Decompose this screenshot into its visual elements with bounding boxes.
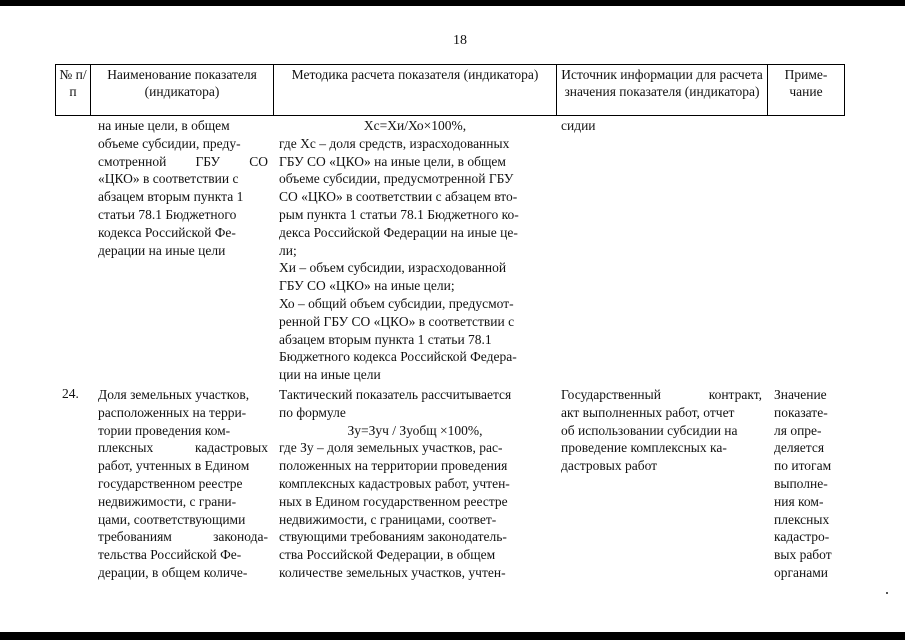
header-source-line: (индикатора) [684, 83, 760, 99]
text-line: Значение [774, 387, 827, 402]
header-method [273, 64, 556, 116]
header-name-line: Наименование показателя [107, 67, 257, 82]
text-line: работ, учтенных в Едином [98, 458, 250, 474]
header-method-line: показателя (индикатора) [398, 67, 539, 82]
text-line: где Хс – доля средств, израсходованных [279, 135, 510, 151]
header-source-line: Источник информации для [561, 67, 717, 82]
text-line: ства Российской Федерации, в общем [279, 547, 496, 563]
text-line: ных в Едином государственном реестре [279, 493, 508, 509]
text-line: Доля земельных участков, [98, 387, 250, 402]
prev-row-name [98, 117, 268, 259]
text-line: комплексных кадастровых работ, учтен- [279, 475, 510, 491]
text-line: акт выполненных работ, отчет [561, 404, 735, 420]
scan-speck [886, 592, 888, 594]
text-line: расположенных на терри- [98, 404, 247, 420]
text-line: об использовании субсидии на [561, 422, 738, 438]
header-num [55, 64, 90, 116]
formula: Хс=Хи/Хо×100%, [363, 118, 467, 133]
text-line: абзацем вторым пункта 1 статьи 78.1 [279, 331, 492, 347]
text-line: Тактический показатель рассчитывается [279, 387, 512, 402]
text-line: дерации, в общем количе- [98, 564, 248, 580]
header-source [556, 64, 767, 116]
text-line: положенных на территории проведения [279, 458, 508, 474]
text-line: цами, соответствующими [98, 511, 246, 527]
bottom-border [0, 632, 905, 640]
header-note-line: чание [789, 83, 823, 99]
text-line: объеме субсидии, предусмотренной ГБУ [279, 171, 514, 187]
text-line: Хи – объем субсидии, израсходованной [279, 260, 507, 276]
text-line: где Зу – доля земельных участков, рас- [279, 440, 503, 456]
row-24-source [561, 386, 762, 475]
text-line: тории проведения ком- [98, 422, 231, 438]
text-line: ции на иные цели [279, 367, 381, 383]
text-line: Хо – общий объем субсидии, предусмот- [279, 295, 514, 311]
text-line: недвижимости, с грани- [98, 493, 237, 509]
header-name-line: (индикатора) [144, 83, 220, 99]
text-line: тельства Российской Фе- [98, 547, 242, 563]
header-source-line: расчета значения показателя [564, 67, 763, 99]
text-line: органами [774, 564, 829, 580]
row-24-note [774, 386, 842, 582]
text-line: государственном реестре [98, 475, 243, 491]
text-line: недвижимости, с границами, соответ- [279, 511, 497, 527]
text-line: Государственный контракт, [561, 387, 762, 402]
row-24-name [98, 386, 268, 582]
header-note [767, 64, 845, 116]
text-line: сидии [561, 118, 596, 133]
text-line: ля опре- [774, 422, 822, 438]
text-line: ренной ГБУ СО «ЦКО» в соответствии с [279, 313, 515, 329]
prev-row-method [279, 117, 551, 384]
row-24-method [279, 386, 551, 582]
text-line: декса Российской Федерации на иные це- [279, 224, 518, 240]
header-num-line: № [59, 67, 73, 82]
text-line: деляется [774, 440, 825, 456]
text-line: Бюджетного кодекса Российской Федера- [279, 349, 517, 365]
text-line: показате- [774, 404, 828, 420]
formula: Зу=Зуч / Зуобщ ×100%, [347, 422, 483, 438]
text-line: смотренной ГБУ СО [98, 153, 268, 169]
text-line: количестве земельных участков, учтен- [279, 564, 506, 580]
text-line: рым пункта 1 статьи 78.1 Бюджетного ко- [279, 206, 519, 222]
text-line: статьи 78.1 Бюджетного [98, 206, 237, 222]
text-line: по формуле [279, 404, 346, 420]
header-method-line: Методика расчета [291, 67, 395, 82]
text-line: проведение комплексных ка- [561, 440, 727, 456]
text-line: дерации на иные цели [98, 242, 226, 258]
text-line: ли; [279, 242, 297, 258]
text-line: выполне- [774, 475, 828, 491]
text-line: вых работ [774, 547, 832, 563]
page-number: 18 [453, 33, 467, 48]
text-line: требованиям законода- [98, 529, 268, 545]
text-line: дастровых работ [561, 458, 658, 474]
text-line: плексных [774, 511, 830, 527]
text-line: кодекса Российской Фе- [98, 224, 236, 240]
text-line: объеме субсидии, преду- [98, 135, 241, 151]
text-line: ГБУ СО «ЦКО» на иные цели, в общем [279, 153, 506, 169]
text-line: кадастро- [774, 529, 830, 545]
prev-row-source [561, 117, 761, 135]
text-line: СО «ЦКО» в соответствии с абзацем вто- [279, 189, 518, 205]
top-border [0, 0, 905, 6]
header-num-line: п/п [69, 67, 87, 99]
text-line: ствующими требованиям законодатель- [279, 529, 507, 545]
text-line: ГБУ СО «ЦКО» на иные цели; [279, 278, 455, 294]
header-note-line: Приме- [784, 67, 828, 82]
text-line: абзацем вторым пункта 1 [98, 189, 244, 205]
text-line: «ЦКО» в соответствии с [98, 171, 239, 187]
text-line: плексных кадастровых [98, 440, 268, 456]
row-number: 24. [62, 386, 79, 401]
header-name [90, 64, 273, 116]
text-line: на иные цели, в общем [98, 118, 230, 133]
text-line: ния ком- [774, 493, 824, 509]
text-line: по итогам [774, 458, 832, 474]
